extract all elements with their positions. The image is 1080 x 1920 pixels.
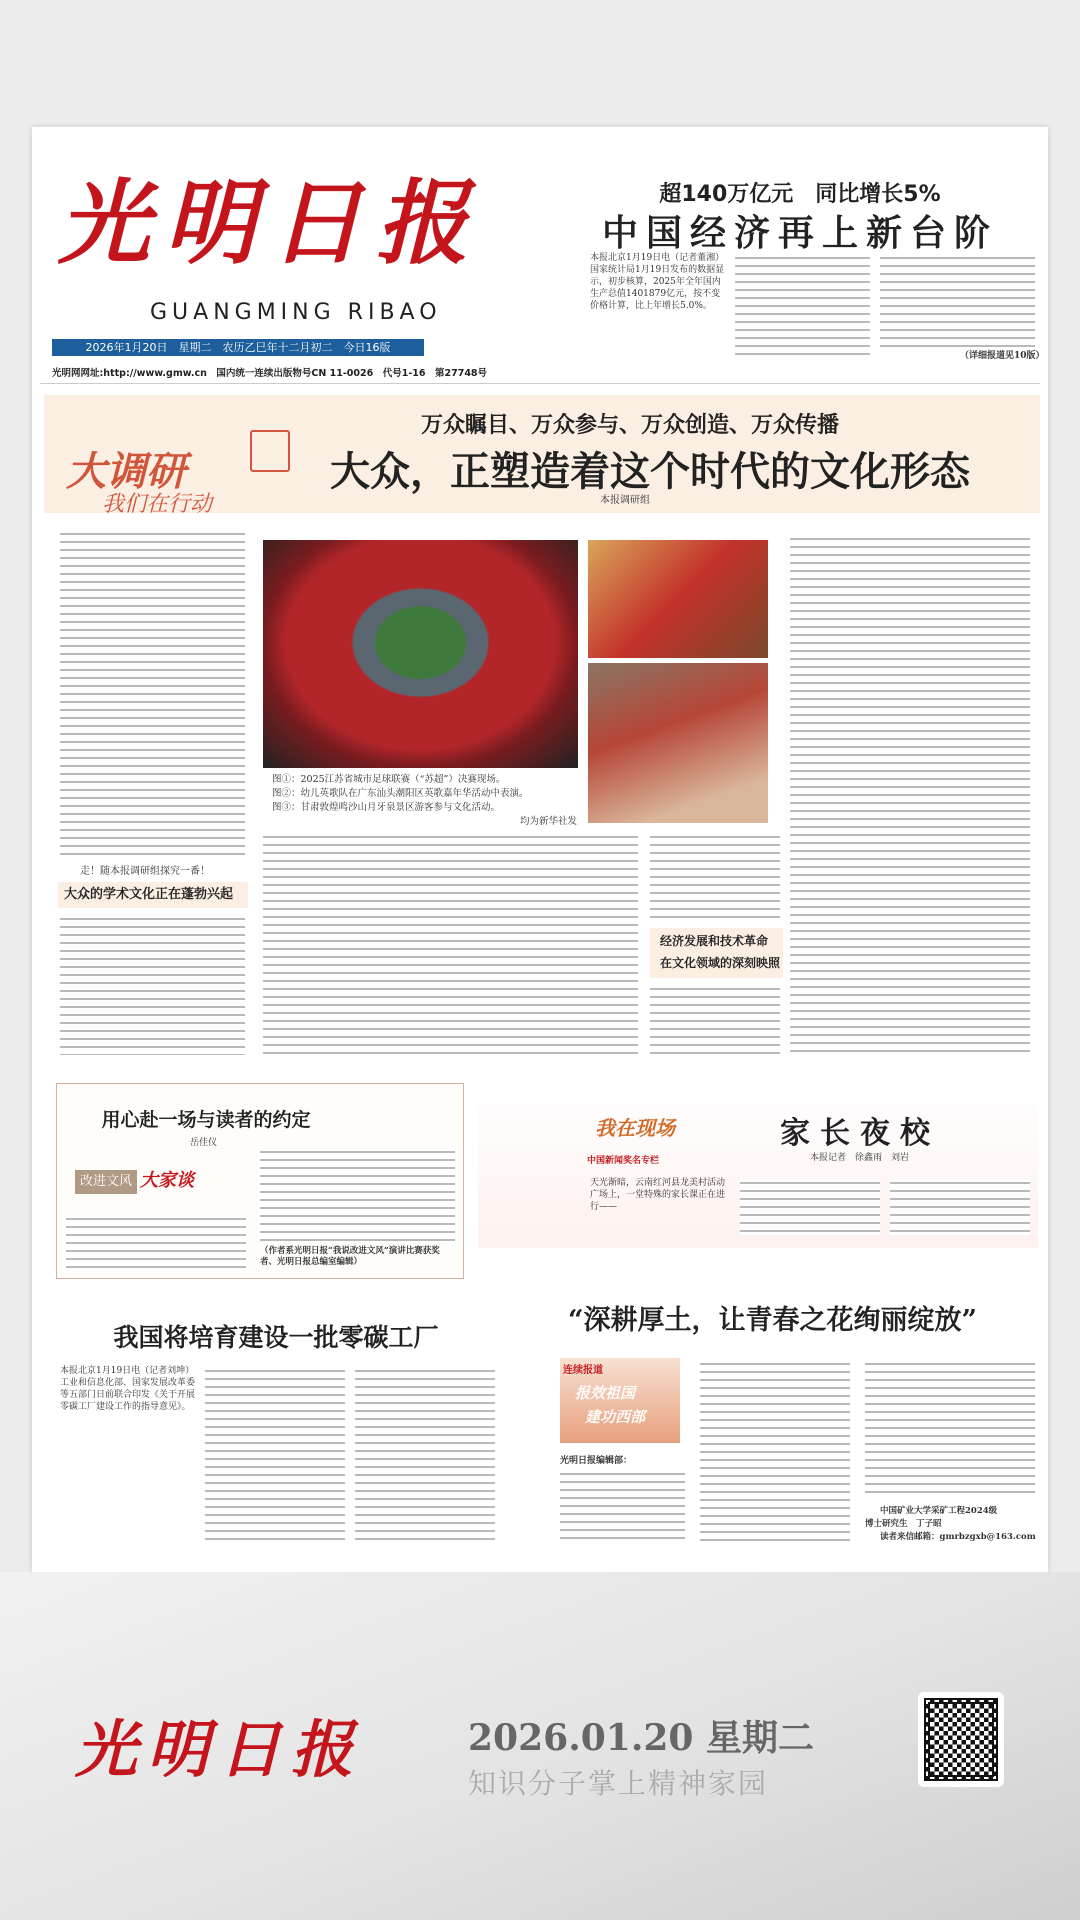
box2-byline: 本报记者 徐鑫雨 刘岩: [810, 1153, 910, 1163]
series-badge-line1: 报效祖国: [575, 1384, 636, 1402]
article4-column: [865, 1360, 1035, 1495]
divider: [40, 383, 1040, 384]
badge-big: 大调研: [66, 449, 186, 495]
photo-crowd: [588, 663, 768, 823]
article4-column: [560, 1470, 685, 1545]
feature-column: [263, 833, 638, 1055]
footer-date: 2026.01.20 星期二: [468, 1717, 814, 1759]
lead-excerpt: 本报北京1月19日电（记者董湘）国家统计局1月19日发布的数据显示，初步核算，2025年全年国内生产总值1401879亿元，按不变价格计算，比上年增长5.0%。: [590, 253, 725, 311]
article3-column: [205, 1367, 345, 1545]
masthead-logo: 光明日报: [58, 169, 483, 277]
section-heading-line2: 在文化领域的深刻映照: [660, 956, 781, 970]
article3-excerpt: 本报北京1月19日电（记者刘坤）工业和信息化部、国家发展改革委等五部门日前联合印发《关于开展零碳工厂建设工作的指导意见》。: [60, 1366, 195, 1412]
feature-kicker: 万众瞩目、万众参与、万众创造、万众传播: [420, 412, 839, 438]
photo-caption-1: 图①：2025江苏省城市足球联赛（“苏超”）决赛现场。: [272, 774, 506, 785]
footer-slogan: 知识分子掌上精神家园: [468, 1767, 769, 1800]
feature-column: [790, 535, 1030, 1055]
onsite-badge: 我在现场: [595, 1116, 675, 1140]
lead-kicker: 超140万亿元 同比增长5%: [659, 182, 941, 207]
feature-byline: 本报调研组: [600, 495, 650, 506]
photo-caption-2: 图②：幼儿英歌队在广东汕头潮阳区英歌嘉年华活动中表演。: [272, 788, 529, 799]
masthead-pinyin: GUANGMING RIBAO: [150, 300, 442, 325]
box1-note: （作者系光明日报“我说改进文风”演讲比赛获奖者、光明日报总编室编辑）: [260, 1246, 440, 1267]
site-line[interactable]: 光明网网址:http://www.gmw.cn 国内统一连续出版物号CN 11-0026 代号1-16 第27748号: [52, 368, 488, 379]
box2-title[interactable]: 家长夜校: [780, 1116, 940, 1151]
box2-column: [890, 1179, 1030, 1235]
lead-title[interactable]: 中国经济再上新台阶: [601, 212, 998, 254]
series-badge-top: 连续报道: [563, 1365, 603, 1376]
box1-title[interactable]: 用心赴一场与读者的约定: [101, 1109, 311, 1131]
box2-column: [740, 1179, 880, 1235]
box1-author: 岳佳仪: [190, 1138, 218, 1148]
section-heading-line1: 经济发展和技术革命: [660, 934, 769, 948]
feature-intro-end: 走！随本报调研组探究一番！: [80, 866, 210, 877]
signature-line1: 中国矿业大学采矿工程2024级: [880, 1506, 998, 1516]
photo-dancers: [588, 540, 768, 658]
article4-title[interactable]: “深耕厚土，让青春之花绚丽绽放”: [567, 1305, 978, 1336]
section-heading: 大众的学术文化正在蓬勃兴起: [58, 882, 248, 908]
lead-column: [880, 254, 1035, 348]
reader-email[interactable]: 读者来信邮箱：gmrbzgxb@163.com: [880, 1532, 1036, 1542]
box1-column: [260, 1148, 455, 1243]
article3-column: [355, 1367, 495, 1545]
photo-caption-3: 图③：甘肃敦煌鸣沙山月牙泉景区游客参与文化活动。: [272, 802, 501, 813]
photo-stadium: [263, 540, 578, 768]
lead-more-link[interactable]: （详细报道见10版）: [960, 351, 1045, 361]
box2-excerpt: 天光渐暗，云南红河县龙美村活动广场上，一堂特殊的家长课正在进行——: [590, 1178, 726, 1212]
feature-column: [650, 985, 780, 1055]
badge-right: 大家谈: [140, 1170, 194, 1191]
article4-column: [700, 1360, 850, 1545]
feature-column: [650, 833, 780, 923]
lead-column: [735, 254, 870, 360]
box1-column: [66, 1215, 246, 1270]
photo-credit: 均为新华社发: [520, 816, 578, 827]
footer-logo: 光明日报: [75, 1713, 364, 1786]
feature-column: [60, 915, 245, 1055]
date-bar: 2026年1月20日 星期二 农历乙巳年十二月初二 今日16版: [52, 339, 424, 356]
badge-small: 我们在行动: [102, 492, 213, 517]
qr-code-icon[interactable]: [918, 1692, 1004, 1787]
signature-line2: 博士研究生 丁子昭: [865, 1519, 942, 1529]
badge-left: 改进文风: [75, 1170, 137, 1194]
onsite-badge-sub: 中国新闻奖名专栏: [587, 1156, 660, 1166]
article3-title[interactable]: 我国将培育建设一批零碳工厂: [113, 1323, 439, 1352]
series-badge-line2: 建功西部: [585, 1408, 646, 1426]
feature-title[interactable]: 大众，正塑造着这个时代的文化形态: [330, 449, 970, 495]
salutation: 光明日报编辑部：: [560, 1456, 633, 1466]
feature-column: [60, 530, 245, 860]
